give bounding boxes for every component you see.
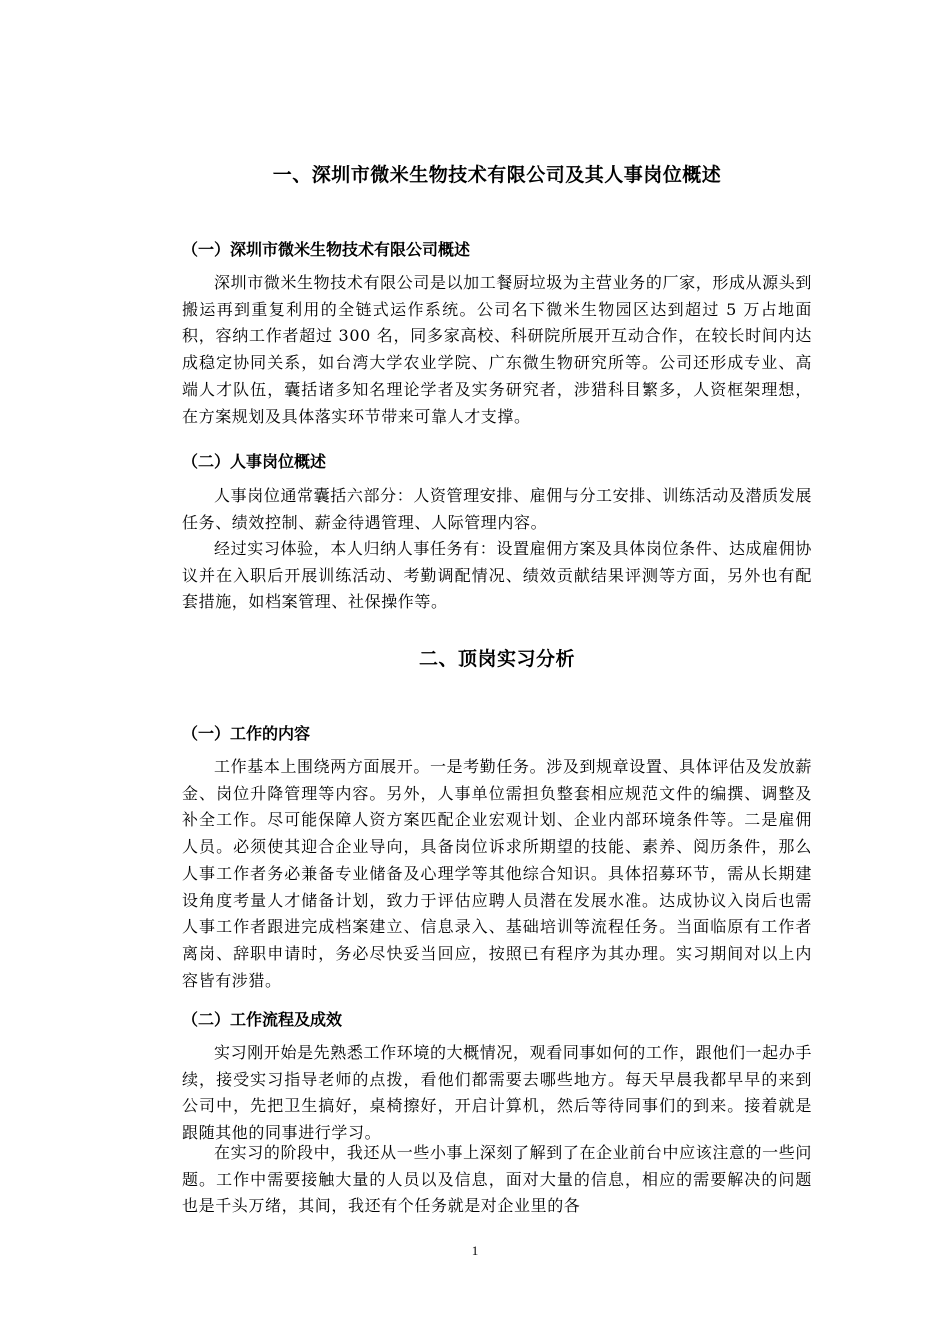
subsection-heading-1-1: （一）深圳市微米生物技术有限公司概述 [182, 240, 471, 259]
paragraph-hr-overview-2: 经过实习体验，本人归纳人事任务有：设置雇佣方案及具体岗位条件、达成雇佣协议并在入职后开展训练活动、考勤调配情况、绩效贡献结果评测等方面，另外也有配套措施，如档案管理、社保操作等。 [182, 539, 812, 612]
page-number: 1 [471, 1243, 479, 1258]
subsection-heading-2-1: （一）工作的内容 [182, 724, 311, 743]
section-title-2: 二、顶岗实习分析 [418, 648, 575, 670]
subsection-heading-2-2: （二）工作流程及成效 [182, 1010, 343, 1029]
paragraph-company-overview: 深圳市微米生物技术有限公司是以加工餐厨垃圾为主营业务的厂家，形成从源头到搬运再到重复利用的全链式运作系统。公司名下微米生物园区达到超过 5 万占地面积，容纳工作者超过 300 名，同多家高校、科研院所展开互动合作，在较长时间内达成稳定协同关系，如台湾大学农业学院、广东微生物研究所等。公司还形成专业、高端人才队伍，囊括诸多知名理论学者及实务研究者，涉猎科目繁多，人资框架理想，在方案规划及具体落实环节带来可靠人才支撑。 [182, 273, 812, 426]
paragraph-hr-overview-1: 人事岗位通常囊括六部分：人资管理安排、雇佣与分工安排、训练活动及潜质发展任务、绩效控制、薪金待遇管理、人际管理内容。 [182, 486, 812, 532]
paragraph-workflow-1: 实习刚开始是先熟悉工作环境的大概情况，观看同事如何的工作，跟他们一起办手续，接受实习指导老师的点拨，看他们都需要去哪些地方。每天早晨我都早早的来到公司中，先把卫生搞好，桌椅擦好，开启计算机，然后等待同事们的到来。接着就是跟随其他的同事进行学习。 [182, 1043, 812, 1143]
paragraph-workflow-2: 在实习的阶段中，我还从一些小事上深刻了解到了在企业前台中应该注意的一些问题。工作中需要接触大量的人员以及信息，面对大量的信息，相应的需要解决的问题也是千头万绪，其间，我还有个任务就是对企业里的各 [182, 1143, 812, 1216]
paragraph-work-content: 工作基本上围绕两方面展开。一是考勤任务。涉及到规章设置、具体评估及发放薪金、岗位升降管理等内容。另外，人事单位需担负整套相应规范文件的编撰、调整及补全工作。尽可能保障人资方案匹配企业宏观计划、企业内部环境条件等。二是雇佣人员。必须使其迎合企业导向，具备岗位诉求所期望的技能、素养、阅历条件，那么人事工作者务必兼备专业储备及心理学等其他综合知识。具体招募环节，需从长期建设角度考量人才储备计划，致力于评估应聘人员潜在发展水准。达成协议入岗后也需人事工作者跟进完成档案建立、信息录入、基础培训等流程任务。当面临原有工作者离岗、辞职申请时，务必尽快妥当回应，按照已有程序为其办理。实习期间对以上内容皆有涉猎。 [182, 757, 812, 990]
section-title-1: 一、深圳市微米生物技术有限公司及其人事岗位概述 [272, 164, 722, 186]
subsection-heading-1-2: （二）人事岗位概述 [182, 452, 327, 471]
